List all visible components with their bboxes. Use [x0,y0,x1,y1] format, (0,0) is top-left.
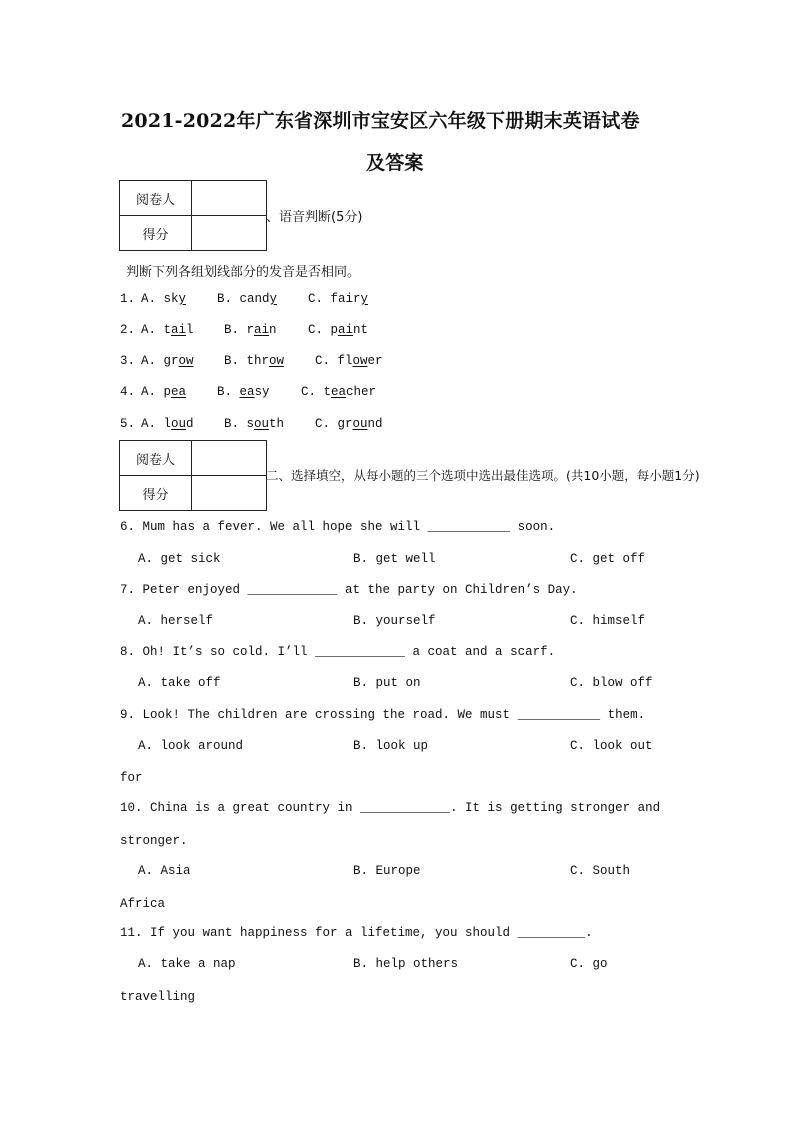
score-label: 得分 [120,476,192,511]
phonics-option-b [224,417,284,431]
option-text: B. r [224,323,255,337]
option-c-continued: Africa [120,897,166,911]
underlined-letters: ow [352,354,368,368]
option-text: C. p [308,323,339,337]
question-text: 6. Mum has a fever. We all hope she will ___________ soon. [120,520,556,534]
option-text: A. l [141,417,172,431]
phonics-option-c [308,292,368,306]
option-text: A. p [141,385,172,399]
phonics-option-a [141,354,194,368]
score-field [192,216,267,251]
option-c: C. look out [570,739,653,753]
phonics-option-b [217,385,270,399]
question-text: 7. Peter enjoyed ____________ at the party on Children’s Day. [120,583,578,597]
option-text: B. thr [224,354,270,368]
phonics-item-number: 2. [120,323,136,337]
phonics-option-a [141,417,194,431]
option-a: A. look around [138,739,244,753]
option-a: A. get sick [138,552,221,566]
question-text: 10. China is a great country in ____________. It is getting stronger and [120,801,661,815]
option-b: B. Europe [353,864,421,878]
score-field [192,476,267,511]
question-text-continued: stronger. [120,834,188,848]
option-text: th [269,417,285,431]
option-b: B. look up [353,739,429,753]
phonics-option-c [315,354,383,368]
phonics-option-b [224,323,277,337]
option-text: A. sk [141,292,179,306]
score-box-1 [119,180,267,251]
underlined-letters: y [360,292,369,306]
phonics-item-number: 4. [120,385,136,399]
reviewer-field [192,181,267,216]
phonics-option-a [141,292,186,306]
underlined-letters: ai [338,323,354,337]
option-a: A. herself [138,614,214,628]
phonics-item-number: 3. [120,354,136,368]
option-text: C. fl [315,354,353,368]
underlined-letters: y [269,292,278,306]
option-text: A. gr [141,354,179,368]
option-b: B. put on [353,676,421,690]
option-text: nt [353,323,369,337]
score-label: 得分 [120,216,192,251]
question-text: 8. Oh! It’s so cold. I’ll ____________ a coat and a scarf. [120,645,556,659]
question-text: 11. If you want happiness for a lifetime, you should _________. [120,926,593,940]
reviewer-field [192,441,267,476]
option-c-continued: travelling [120,990,196,1004]
option-b: B. get well [353,552,436,566]
option-text: C. fair [308,292,361,306]
option-text: sy [254,385,270,399]
option-text: cher [346,385,377,399]
option-c: C. himself [570,614,646,628]
phonics-option-b [217,292,277,306]
phonics-option-c [308,323,368,337]
option-text: A. t [141,323,172,337]
section2-heading: 二、选择填空，从每小题的三个选项中选出最佳选项。(共10小题，每小题1分) [266,468,700,483]
phonics-option-b [224,354,284,368]
option-b: B. help others [353,957,459,971]
reviewer-label: 阅卷人 [120,441,192,476]
section1-heading: 、语音判断(5分) [266,210,363,225]
option-c-continued: for [120,771,143,785]
option-text: nd [367,417,383,431]
phonics-option-a [141,385,186,399]
option-c: C. get off [570,552,646,566]
option-text: d [186,417,194,431]
underlined-letters: ou [171,417,187,431]
option-text: l [186,323,194,337]
option-c: C. blow off [570,676,653,690]
page-title: 2021-2022年广东省深圳市宝安区六年级下册期末英语试卷 [121,110,640,132]
option-text: n [269,323,277,337]
phonics-option-c [315,417,383,431]
option-a: A. take a nap [138,957,236,971]
phonics-item-number: 1. [120,292,136,306]
option-text: B. s [224,417,255,431]
underlined-letters: ea [171,385,187,399]
reviewer-label: 阅卷人 [120,181,192,216]
underlined-letters: ea [239,385,255,399]
option-b: B. yourself [353,614,436,628]
option-c: C. South [570,864,631,878]
option-a: A. take off [138,676,221,690]
underlined-letters: y [178,292,187,306]
phonics-option-a [141,323,194,337]
underlined-letters: ow [269,354,285,368]
underlined-letters: ou [254,417,270,431]
option-text: B. [217,385,240,399]
option-text: B. cand [217,292,270,306]
underlined-letters: ou [352,417,368,431]
phonics-option-c [301,385,376,399]
option-a: A. Asia [138,864,191,878]
option-c: C. go [570,957,608,971]
option-text: C. t [301,385,332,399]
underlined-letters: ea [331,385,347,399]
underlined-letters: ai [254,323,270,337]
section1-instruction: 判断下列各组划线部分的发音是否相同。 [126,265,361,280]
underlined-letters: ow [178,354,194,368]
score-box-2 [119,440,267,511]
option-text: C. gr [315,417,353,431]
question-text: 9. Look! The children are crossing the road. We must ___________ them. [120,708,646,722]
underlined-letters: ai [171,323,187,337]
option-text: er [367,354,383,368]
page-title-line2: 及答案 [366,152,424,174]
phonics-item-number: 5. [120,417,136,431]
